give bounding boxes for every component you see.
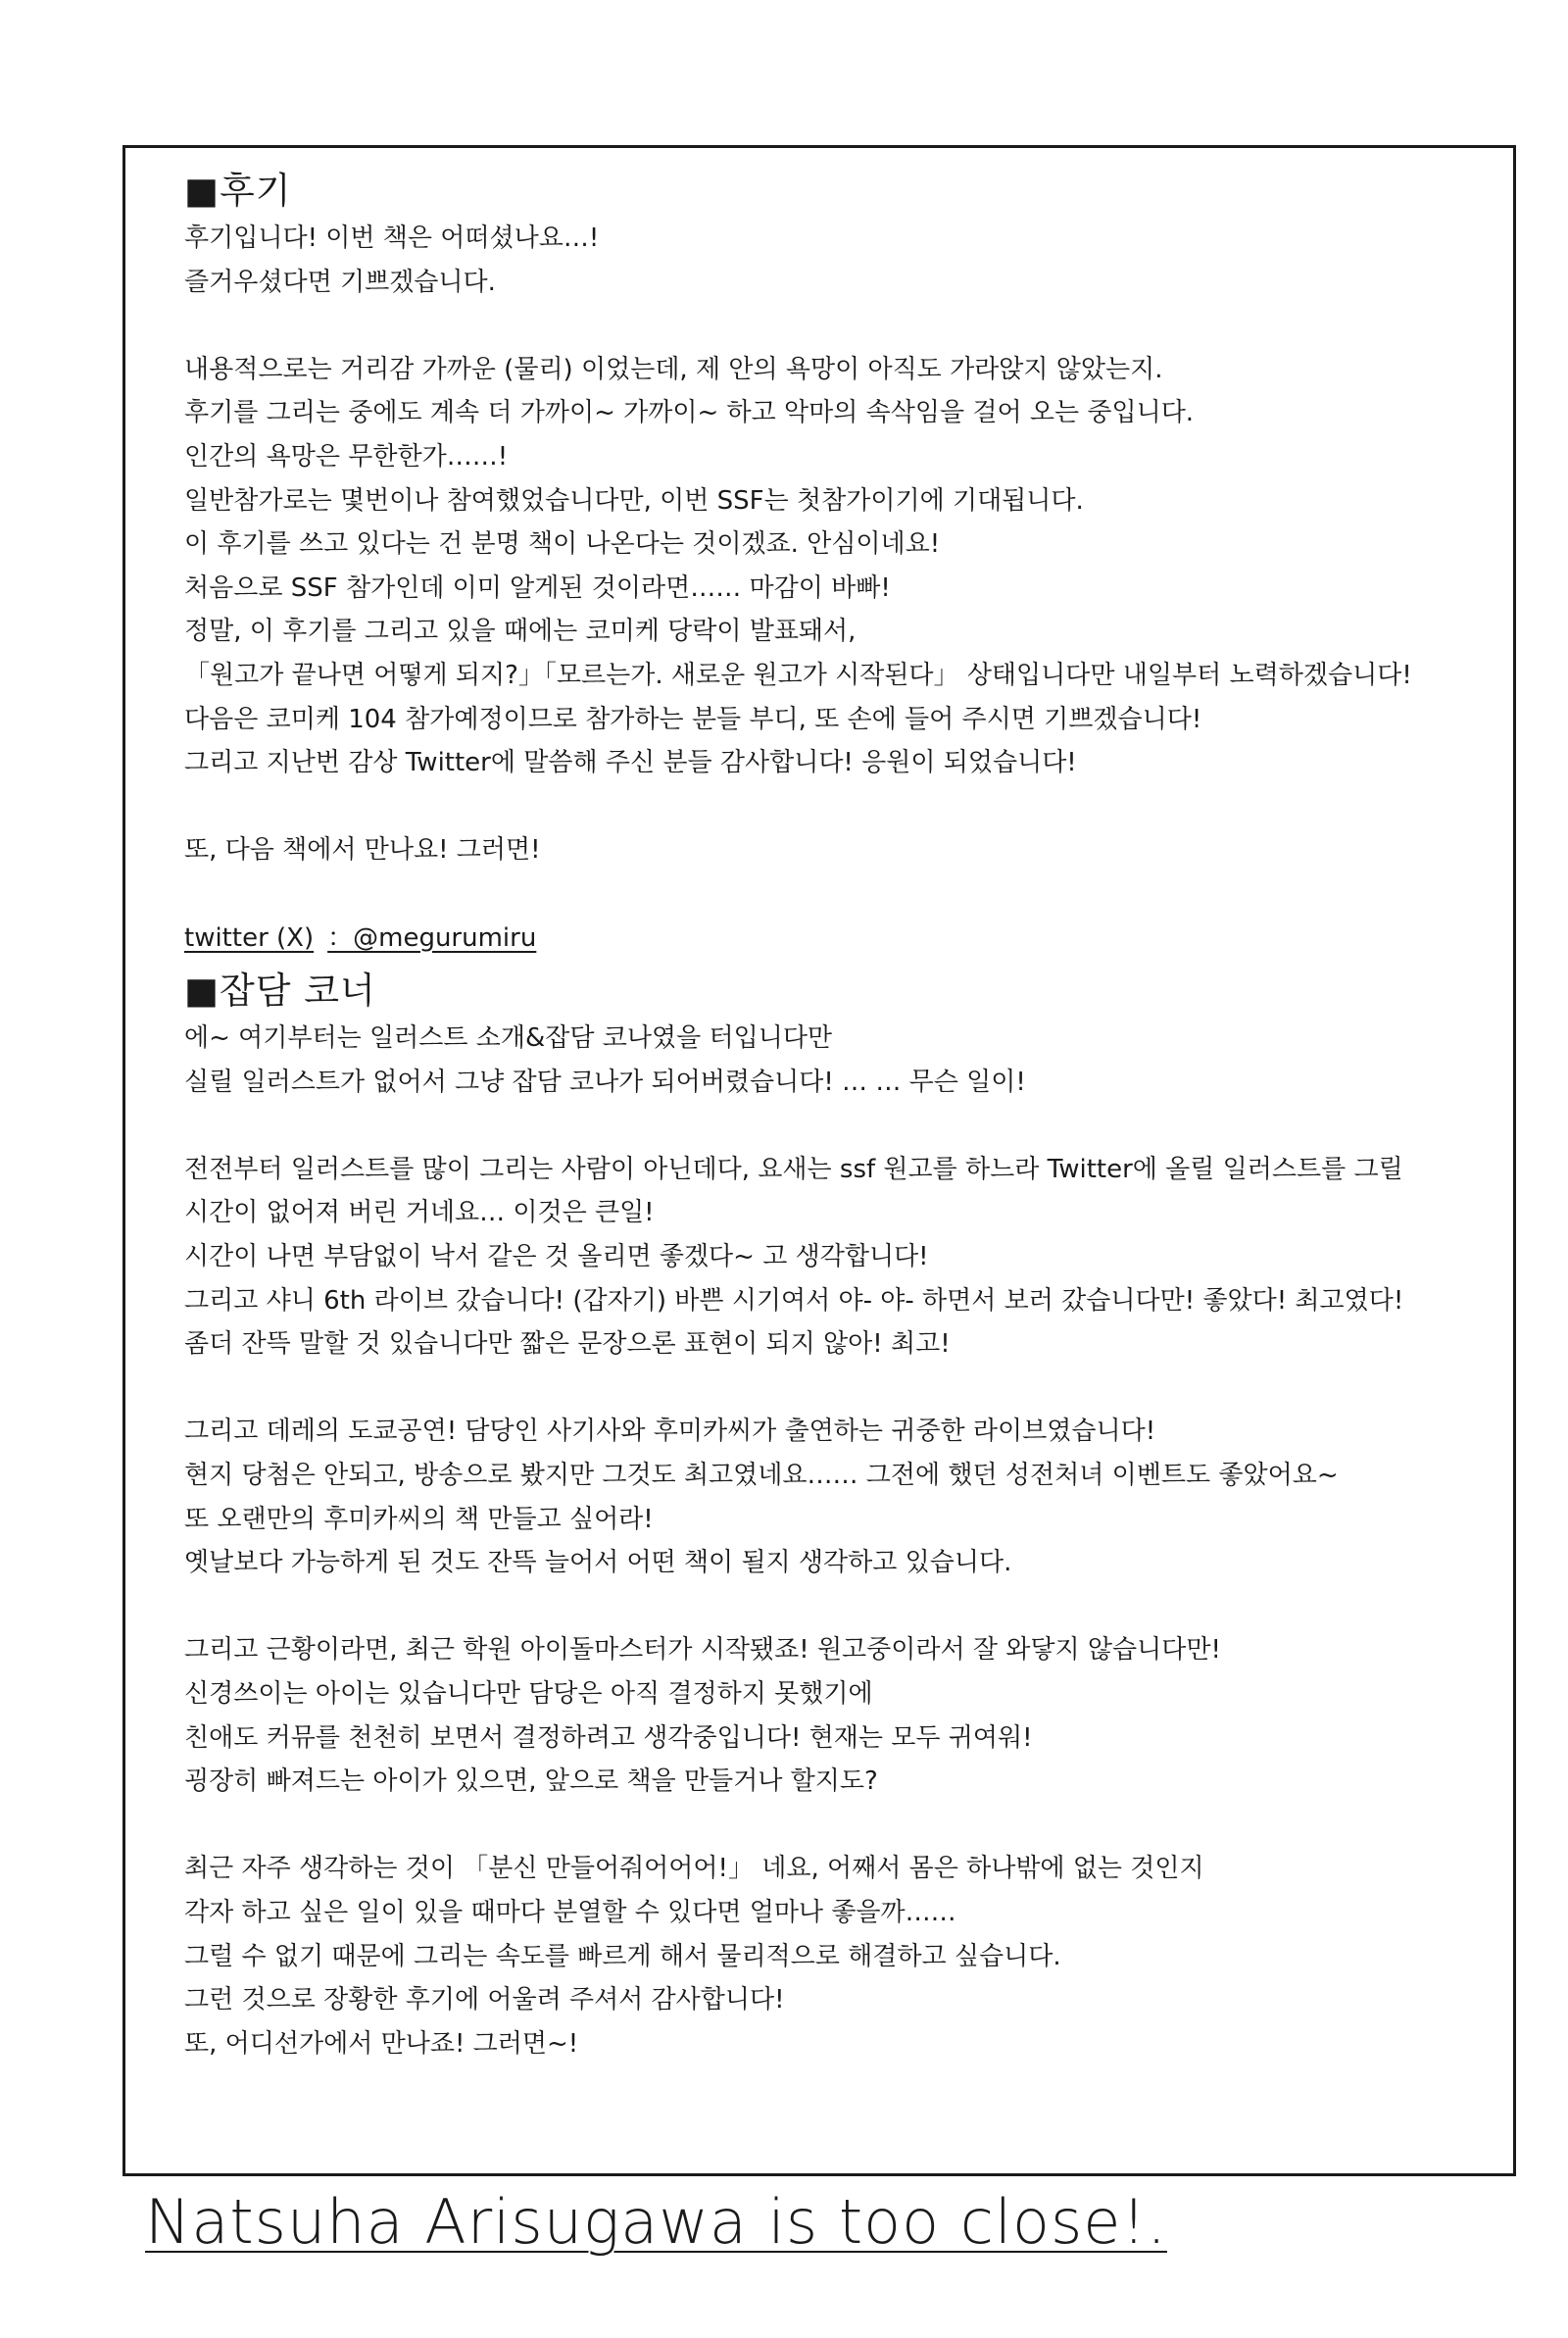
paragraph-spacer [184,1804,1474,1848]
chat-corner-line: 최근 자주 생각하는 것이 「분신 만들어줘어어어!」 네요, 어째서 몸은 하나밖에 없는 것인지 [184,1854,1204,1884]
afterword-frame [122,145,1516,2176]
chat-corner-line: 그럴 수 없기 때문에 그리는 속도를 빠르게 해서 물리적으로 해결하고 싶습니다. [184,1941,1061,1971]
paragraph-spacer [184,304,1474,348]
chat-corner-line: 실릴 일러스트가 없어서 그냥 잡담 코나가 되어버렸습니다! … … 무슨 일이! [184,1067,1026,1097]
afterword-heading: ■후기 [184,170,292,212]
chat-corner-line: 굉장히 빠져드는 아이가 있으면, 앞으로 책을 만들거나 할지도? [184,1766,878,1797]
afterword-line: 후기입니다! 이번 책은 어떠셨나요…! [184,224,600,253]
afterword-line: 정말, 이 후기를 그리고 있을 때에는 코미케 당락이 발표돼서, [184,617,857,647]
chat-corner-line: 옛날보다 가능하게 된 것도 잔뜩 늘어서 어떤 책이 될지 생각하고 있습니다. [184,1548,1012,1578]
chat-corner-line: 또, 어디선가에서 만나죠! 그러면~! [184,2028,579,2059]
afterword-line: 인간의 욕망은 무한한가……! [184,441,509,472]
book-title: Natsuha Arisugawa is too close!. [145,2186,1167,2258]
afterword-line: 이 후기를 쓰고 있다는 건 분명 책이 나온다는 것이겠죠. 안심이네요! [184,529,941,560]
chat-corner-line: 그리고 근황이라면, 최근 학원 아이돌마스터가 시작됐죠! 원고중이라서 잘 와닿지 않습니다만! [184,1635,1221,1666]
afterword-line: 「원고가 끝나면 어떻게 되지?」「모르는가. 새로운 원고가 시작된다」 상태입니다만 내일부터 노력하겠습니다! [184,660,1412,690]
chat-corner-line: 또 오랜만의 후미카씨의 책 만들고 싶어라! [184,1504,654,1534]
afterword-line: 처음으로 SSF 참가인데 이미 알게된 것이라면…… 마감이 바빠! [184,572,891,603]
chat-corner-line: 좀더 잔뜩 말할 것 있습니다만 짧은 문장으론 표현이 되지 않아! 최고! [184,1329,951,1360]
chat-corner-line: 그런 것으로 장황한 후기에 어울려 주셔서 감사합니다! [184,1985,785,2015]
afterword-line: 또, 다음 책에서 만나요! 그러면! [184,835,541,866]
chat-corner-body [184,1017,1474,2065]
afterword-line: 내용적으로는 거리감 가까운 (물리) 이었는데, 제 안의 욕망이 아직도 가라앉지 않았는지. [184,354,1163,384]
chat-corner-line: 현지 당첨은 안되고, 방송으로 봤지만 그것도 최고였네요…… 그전에 했던 성전처녀 이벤트도 좋았어요~ [184,1461,1339,1491]
chat-corner-line: 각자 하고 싶은 일이 있을 때마다 분열할 수 있다면 얼마나 좋을까…… [184,1897,956,1927]
chat-corner-line: 에~ 여기부터는 일러스트 소개&잡담 코나였을 터입니다만 [184,1023,833,1054]
twitter-handle: ：@megurumiru [327,922,537,953]
afterword-line: 그리고 지난번 감상 Twitter에 말씀해 주신 분들 감사합니다! 응원이 되었습니다! [184,748,1077,778]
paragraph-spacer [184,1367,1474,1411]
paragraph-spacer [184,1104,1474,1148]
chat-corner-line: 그리고 샤니 6th 라이브 갔습니다! (갑자기) 바쁜 시기여서 야- 야- 하면서 보러 갔습니다만! 좋았다! 최고였다! [184,1285,1404,1316]
twitter-label: twitter (X) [184,922,315,953]
chat-corner-line: 시간이 없어져 버린 거네요… 이것은 큰일! [184,1198,655,1228]
afterword-content [184,166,1474,2065]
paragraph-spacer [184,785,1474,829]
paragraph-spacer [184,1585,1474,1629]
afterword-line: 후기를 그리는 중에도 계속 더 가까이~ 가까이~ 하고 악마의 속삭임을 걸어 오는 중입니다. [184,398,1195,428]
afterword-line: 다음은 코미케 104 참가예정이므로 참가하는 분들 부디, 또 손에 들어 주시면 기쁘겠습니다! [184,704,1202,734]
chat-corner-line: 친애도 커뮤를 천천히 보면서 결정하려고 생각중입니다! 현재는 모두 귀여워! [184,1722,1033,1753]
twitter-line [184,917,1474,961]
chat-corner-line: 전전부터 일러스트를 많이 그리는 사람이 아닌데다, 요새는 ssf 원고를 하느라 Twitter에 올릴 일러스트를 그릴 [184,1154,1403,1184]
chat-corner-line: 시간이 나면 부담없이 낙서 같은 것 올리면 좋겠다~ 고 생각합니다! [184,1242,929,1272]
afterword-body [184,217,1474,917]
afterword-line: 일반참가로는 몇번이나 참여했었습니다만, 이번 SSF는 첫참가이기에 기대됩니다. [184,485,1084,516]
chat-corner-heading: ■잡담 코너 [184,970,376,1013]
paragraph-spacer [184,872,1474,917]
chat-corner-line: 그리고 데레의 도쿄공연! 담당인 사기사와 후미카씨가 출연하는 귀중한 라이브였습니다! [184,1417,1156,1447]
afterword-line: 즐거우셨다면 기쁘겠습니다. [184,267,496,297]
chat-corner-line: 신경쓰이는 아이는 있습니다만 담당은 아직 결정하지 못했기에 [184,1679,873,1709]
